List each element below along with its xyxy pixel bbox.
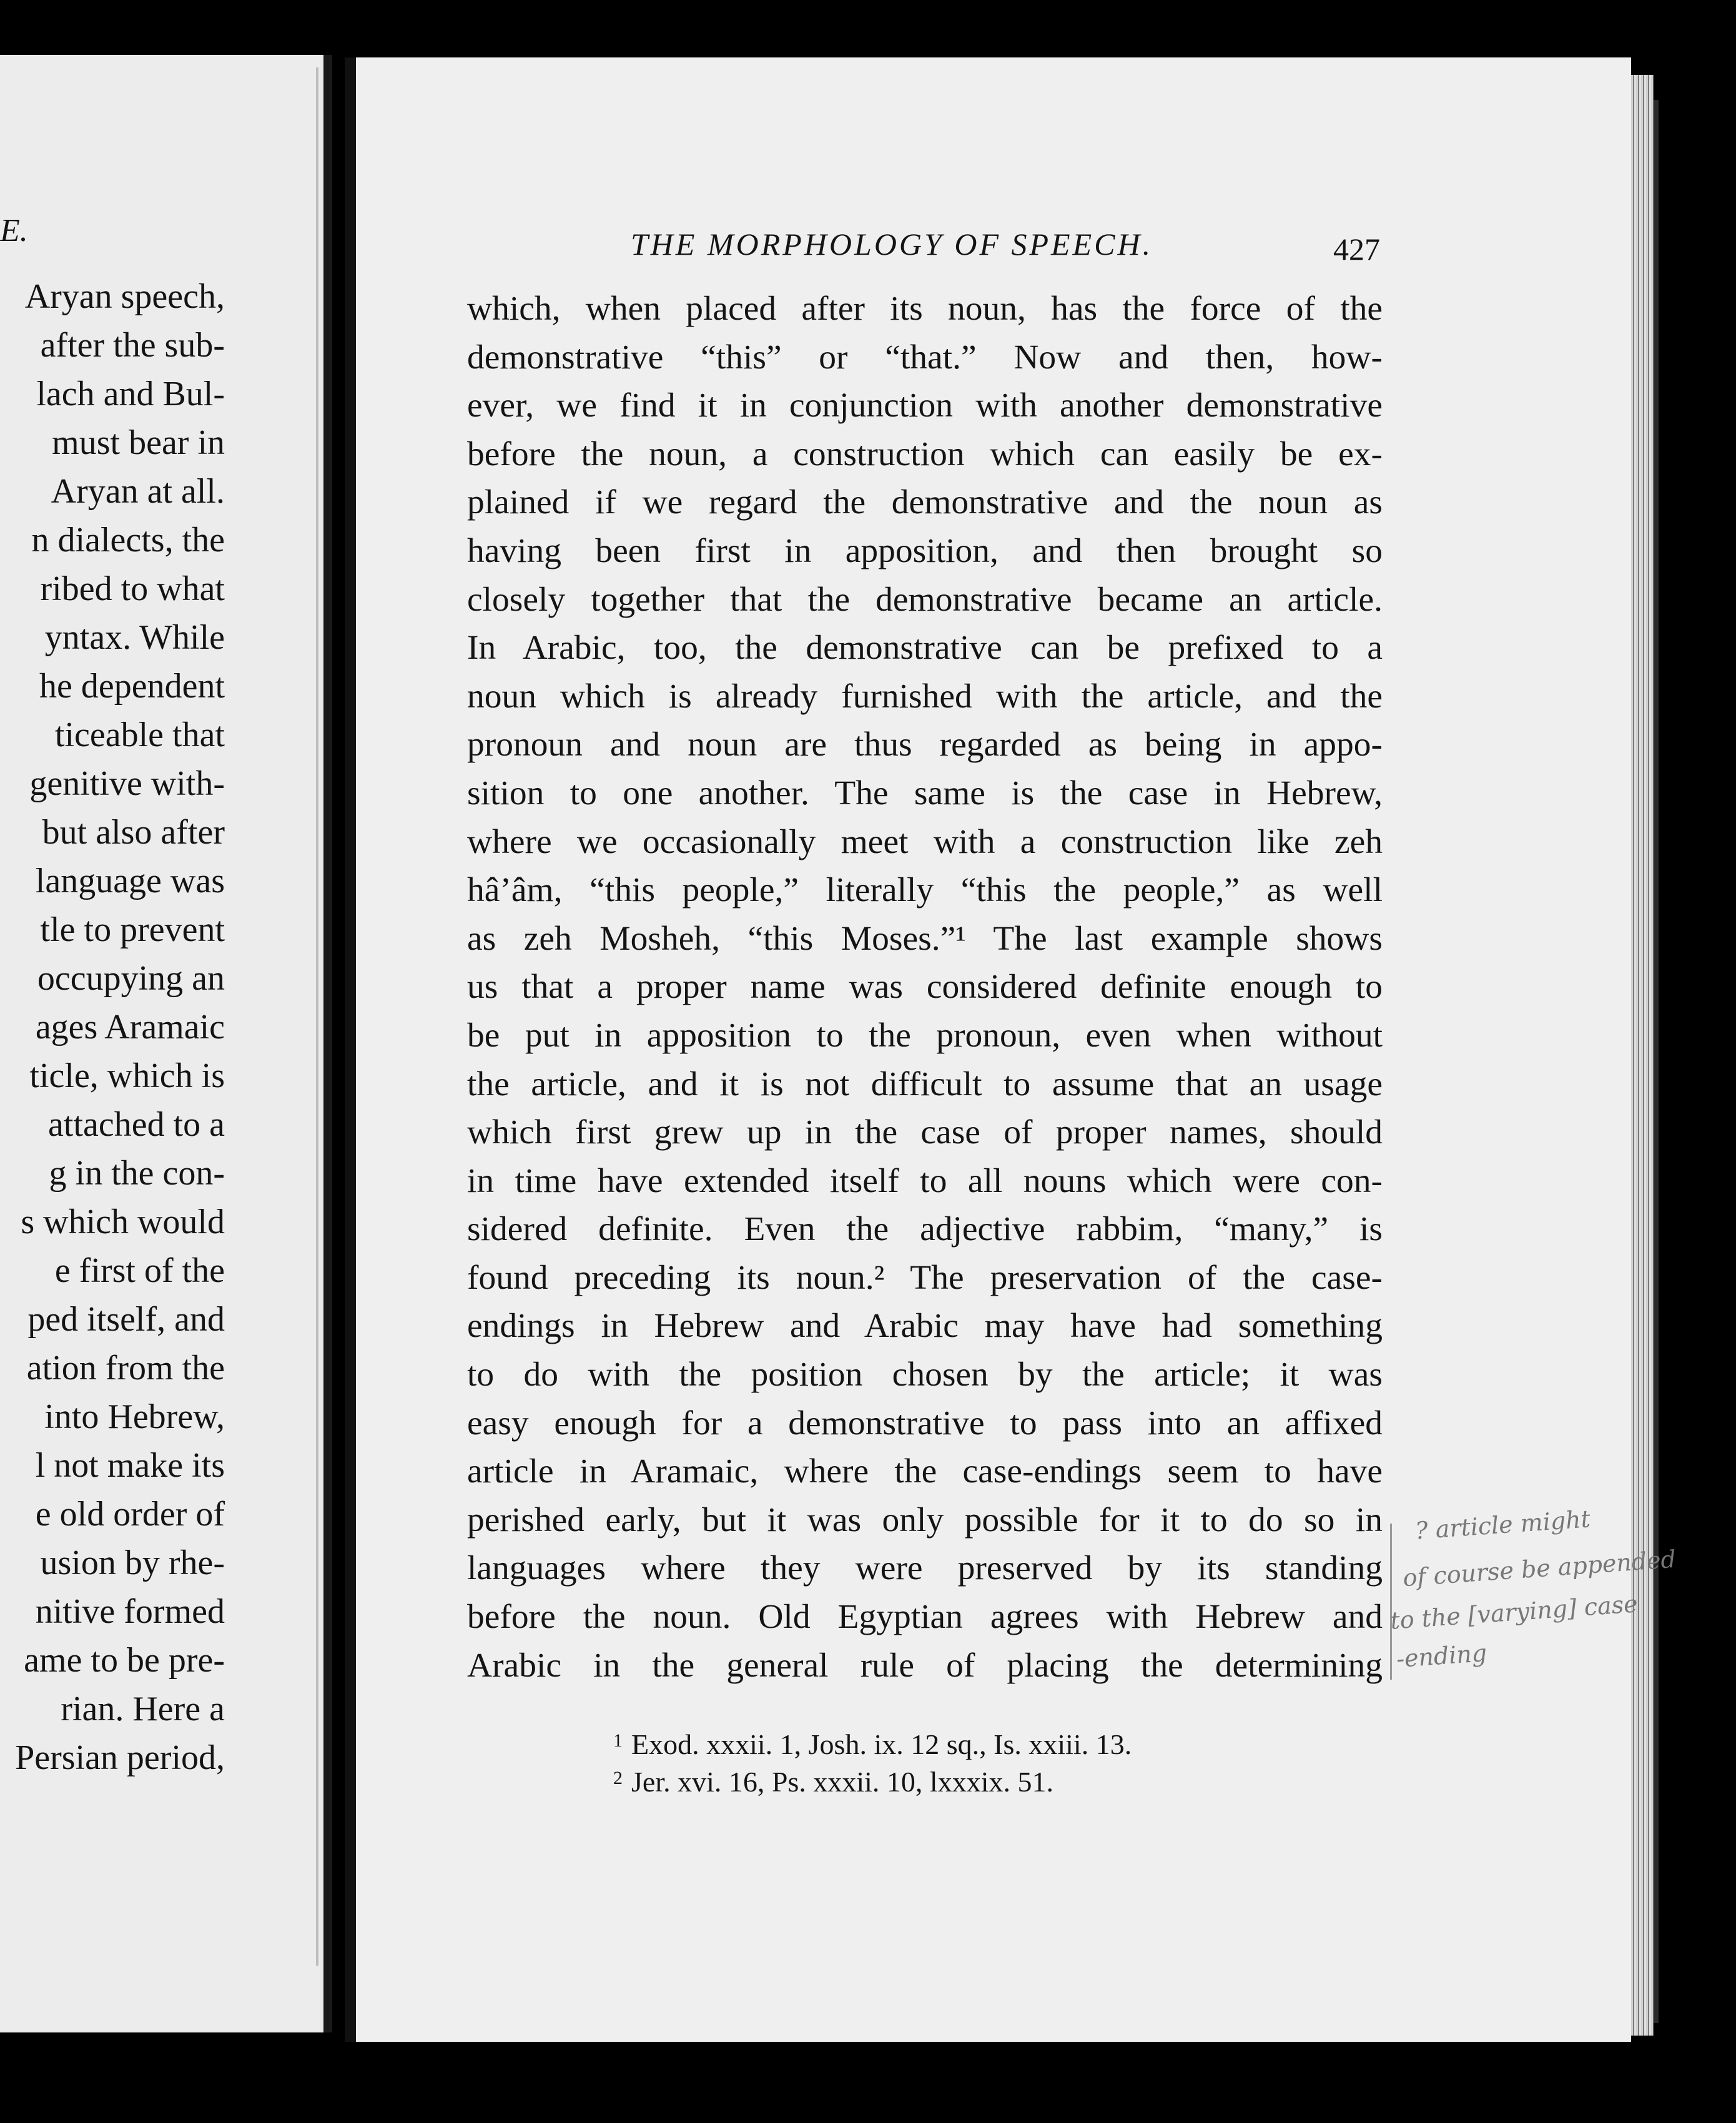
text-line: perished early, but it was only possible for it to do so in [467,1500,1383,1539]
left-text-line: lach and Bul- [36,375,225,413]
text-line: sition to one another. The same is the case in Hebrew, [467,774,1383,812]
left-text-line: nitive formed [35,1592,225,1631]
text-line: found preceding its noun.² The preservation of the case- [467,1258,1383,1297]
page-number: 427 [1333,232,1380,267]
left-text-line: Aryan at all. [51,472,225,511]
left-text-line: Aryan speech, [24,277,225,316]
left-text-line: e first of the [54,1251,225,1290]
marginal-note-line: -ending [1395,1638,1488,1673]
text-line: noun which is already furnished with the article, and the [467,677,1383,716]
left-text-line: language was [35,862,225,900]
book-spine [345,57,356,2042]
left-page-text [0,272,225,1782]
text-line: which, when placed after its noun, has the force of the [467,290,1383,328]
left-text-line: usion by rhe- [40,1544,225,1582]
marginal-note-line: of course be appended [1401,1545,1677,1592]
left-text-line: ribed to what [40,569,225,608]
text-line: us that a proper name was considered definite enough to [467,968,1383,1007]
text-line: ever, we find it in conjunction with another demonstrative [467,387,1383,425]
footnote-text: Jer. xvi. 16, Ps. xxxii. 10, lxxxix. 51. [631,1766,1053,1798]
text-line: In Arabic, too, the demonstrative can be prefixed to a [467,629,1383,667]
text-line: closely together that the demonstrative became an article. [467,580,1383,619]
page-edges [1631,75,1654,2036]
left-text-line: tle to prevent [40,910,225,949]
left-text-line: n dialects, the [31,521,225,559]
footnote-text: Exod. xxxii. 1, Josh. ix. 12 sq., Is. xxiii. 13. [631,1728,1132,1760]
body-text [467,285,1383,1690]
left-text-line: ticeable that [54,716,225,754]
text-line: as zeh Mosheh, “this Moses.”¹ The last example shows [467,919,1383,958]
left-text-line: s which would [21,1203,225,1241]
text-line: pronoun and noun are thus regarded as being in appo- [467,726,1383,764]
left-text-line: ticle, which is [29,1057,225,1095]
text-line: demonstrative “this” or “that.” Now and then, how- [467,338,1383,377]
footnote [613,1760,1425,1797]
left-text-line: g in the con- [49,1154,225,1193]
text-line: languages where they were preserved by its standing [467,1549,1383,1588]
left-text-line: ation from the [26,1349,225,1387]
running-head: THE MORPHOLOGY OF SPEECH. [631,227,1153,262]
cover-edge [1654,100,1659,2023]
left-text-line: into Hebrew, [44,1397,225,1436]
text-line: easy enough for a demonstrative to pass into an affixed [467,1404,1383,1442]
marginal-note-line: to the [varying] case [1389,1590,1639,1635]
left-text-line: rian. Here a [61,1690,225,1728]
text-line: before the noun. Old Egyptian agrees with Hebrew and [467,1598,1383,1637]
book-gutter [323,55,332,2032]
left-text-line: ame to be pre- [24,1641,225,1680]
footnote-mark: 1 [613,1730,623,1751]
left-page-header: E. [0,213,28,249]
left-text-line: yntax. While [44,618,225,657]
text-line: before the noun, a construction which can easily be ex- [467,435,1383,473]
left-text-line: genitive with- [29,764,225,803]
left-text-line: ped itself, and [27,1300,225,1339]
text-line: to do with the position chosen by the article; it was [467,1356,1383,1394]
left-text-line: attached to a [48,1105,225,1144]
text-line: hâ’âm, “this people,” literally “this the people,” as well [467,871,1383,910]
text-line: endings in Hebrew and Arabic may have had something [467,1307,1383,1346]
text-line: Arabic in the general rule of placing the determining [467,1646,1383,1685]
left-text-line: l not make its [35,1446,225,1485]
left-text-line: Persian period, [15,1738,225,1777]
text-line: in time have extended itself to all nouns which were con- [467,1161,1383,1200]
page-edge [316,67,318,1966]
left-text-line: ages Aramaic [35,1008,225,1047]
left-text-line: occupying an [37,959,225,998]
left-text-line: e old order of [35,1495,225,1534]
left-text-line: must bear in [52,423,225,462]
text-line: which first grew up in the case of proper names, should [467,1113,1383,1152]
text-line: the article, and it is not difficult to assume that an usage [467,1065,1383,1103]
text-line: article in Aramaic, where the case-endings seem to have [467,1452,1383,1491]
marginal-note-line: ? article might [1414,1505,1592,1545]
left-text-line: he dependent [39,667,225,706]
text-line: sidered definite. Even the adjective rabbim, “many,” is [467,1210,1383,1249]
left-text-line: but also after [42,813,225,852]
footnotes [613,1722,1425,1797]
text-line: where we occasionally meet with a construction like zeh [467,822,1383,861]
footnote-mark: 2 [613,1768,623,1788]
text-line: plained if we regard the demonstrative and the noun as [467,483,1383,522]
footnote [613,1722,1425,1760]
text-line: having been first in apposition, and then brought so [467,531,1383,570]
left-text-line: after the sub- [40,326,225,365]
handwritten-marginal-note [1389,1505,1677,1705]
text-line: be put in apposition to the pronoun, even when without [467,1016,1383,1055]
